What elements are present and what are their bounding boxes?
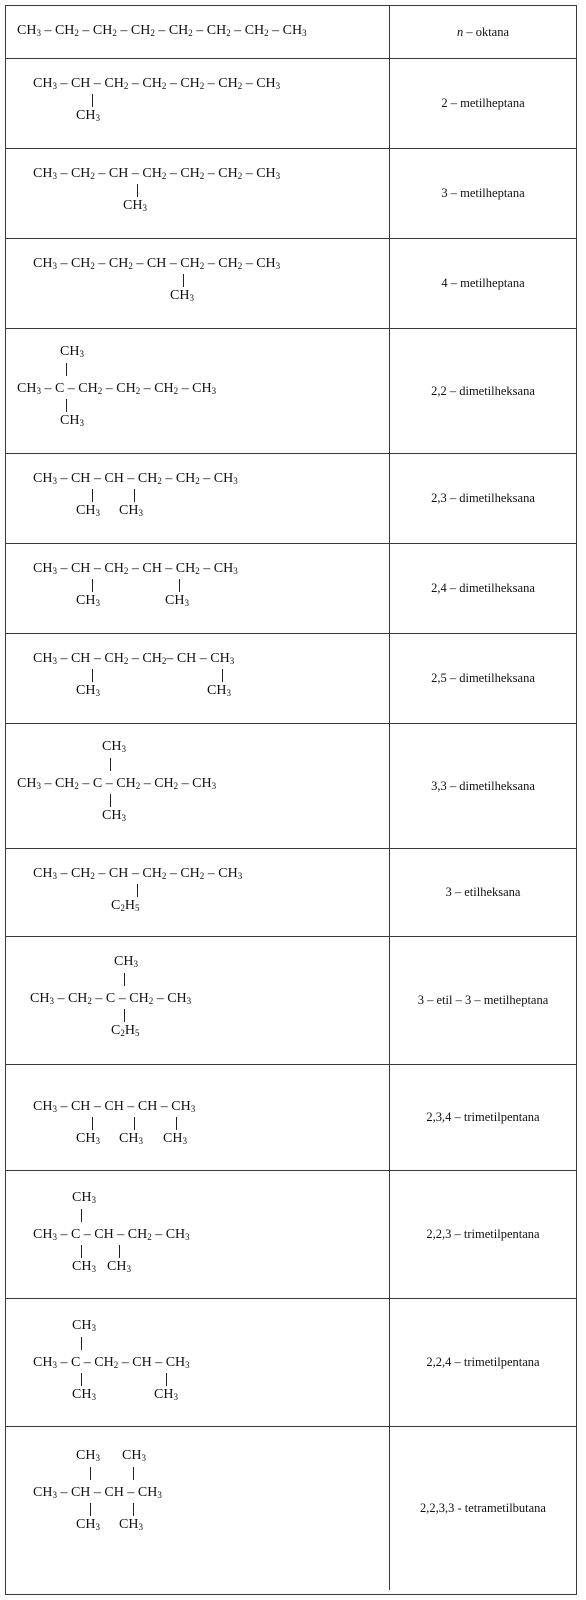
substituent-above: $CH_3$ bbox=[76, 1448, 100, 1463]
substituent-below: $CH_3$ bbox=[72, 1387, 96, 1402]
table-row bbox=[6, 724, 576, 849]
structural-formula bbox=[6, 634, 389, 723]
iupac-name: 2,4 – dimetilheksana bbox=[431, 581, 535, 595]
structural-formula bbox=[6, 724, 389, 848]
table-row bbox=[6, 937, 576, 1065]
structural-formula bbox=[6, 6, 389, 58]
main-chain: $CH_3 - CH_2$ – C – $CH_2 - CH_3$ bbox=[30, 991, 192, 1006]
bond-line bbox=[92, 1117, 93, 1130]
structural-formula bbox=[6, 937, 389, 1064]
substituent-below: $CH_3$ bbox=[107, 1259, 131, 1274]
substituent-below: $CH_3$ bbox=[119, 503, 143, 518]
table-row bbox=[6, 1065, 576, 1171]
bond-line bbox=[90, 1467, 91, 1480]
bond-line bbox=[92, 669, 93, 682]
bond-line bbox=[81, 1373, 82, 1386]
iupac-name: 2,3 – dimetilheksana bbox=[431, 491, 535, 505]
substituent-below: $CH_3$ bbox=[60, 413, 84, 428]
bond-line bbox=[66, 363, 67, 376]
iupac-name: 2,2 – dimetilheksana bbox=[431, 383, 535, 398]
substituent-above: $CH_3$ bbox=[122, 1448, 146, 1463]
iupac-name: 3 – etil – 3 – metilheptana bbox=[417, 993, 549, 1007]
structural-formula bbox=[6, 849, 389, 936]
table-row bbox=[6, 1299, 576, 1427]
main-chain: $CH_3$ – CH – $CH_2$ – CH – $CH_2 - CH_3$ bbox=[33, 561, 238, 576]
iupac-name: n – oktana bbox=[456, 24, 510, 39]
table-row bbox=[6, 454, 576, 544]
substituent-below: $CH_3$ bbox=[123, 198, 147, 213]
table-row bbox=[6, 849, 576, 937]
structural-formula bbox=[6, 149, 389, 238]
structural-formula bbox=[6, 329, 389, 453]
structural-formula bbox=[6, 1427, 389, 1590]
substituent-below: $CH_3$ bbox=[154, 1387, 178, 1402]
table-row bbox=[6, 59, 576, 149]
iupac-name: 2,2,3,3 - tetrametilbutana bbox=[419, 1501, 546, 1515]
main-chain: $CH_3 - CH_2$ – CH – $CH_2 - CH_2 - CH_3$ bbox=[33, 866, 243, 881]
substituent-below: $CH_3$ bbox=[76, 683, 100, 698]
main-chain: $CH_3$ – CH – CH – CH – $CH_3$ bbox=[33, 1099, 196, 1114]
main-chain: $CH_3$ – CH – CH – $CH_2 - CH_2 - CH_3$ bbox=[33, 471, 238, 486]
bond-line bbox=[134, 489, 135, 502]
substituent-below: $CH_3$ bbox=[170, 288, 194, 303]
table-row bbox=[6, 544, 576, 634]
main-chain: $CH_3$ – C – $CH_2$ – CH – $CH_3$ bbox=[33, 1355, 190, 1370]
bond-line bbox=[137, 184, 138, 197]
structural-formula bbox=[6, 1065, 389, 1170]
table-row bbox=[6, 1171, 576, 1299]
iupac-name: 3 – etilheksana bbox=[445, 885, 521, 899]
table-row bbox=[6, 329, 576, 454]
main-chain: $CH_3$ – CH – $CH_2 - CH_2 - CH_2 - CH_2 - CH_3$ bbox=[33, 76, 281, 91]
substituent-below: $CH_3$ bbox=[119, 1517, 143, 1532]
structural-formula bbox=[6, 239, 389, 328]
main-chain: $CH_3 - CH_2$ – C – $CH_2 - CH_2 - CH_3$ bbox=[17, 776, 217, 791]
iupac-name: 2,2,3 – trimetilpentana bbox=[426, 1227, 540, 1241]
substituent-below: $CH_3$ bbox=[102, 808, 126, 823]
table-row bbox=[6, 149, 576, 239]
iupac-name: 3,3 – dimetilheksana bbox=[431, 778, 535, 793]
substituent-below: $CH_3$ bbox=[72, 1259, 96, 1274]
substituent-below: $CH_3$ bbox=[76, 593, 100, 608]
substituent-below: $CH_3$ bbox=[207, 683, 231, 698]
main-chain: $CH_3 - CH_2 - CH_2$ – CH – $CH_2 - CH_2 - CH_3$ bbox=[33, 256, 281, 271]
bond-line bbox=[179, 579, 180, 592]
structural-formula bbox=[6, 1171, 389, 1298]
substituent-below: $CH_3$ bbox=[163, 1131, 187, 1146]
substituent-below: $C_2H_5$ bbox=[111, 1023, 140, 1038]
main-chain: $CH_3 - CH_2$ – CH – $CH_2 - CH_2 - CH_2 - CH_3$ bbox=[33, 166, 281, 181]
substituent-below: $CH_3$ bbox=[76, 503, 100, 518]
substituent-below: $CH_3$ bbox=[76, 108, 100, 123]
bond-line bbox=[222, 669, 223, 682]
bond-line bbox=[183, 274, 184, 287]
iupac-name: 2,5 – dimetilheksana bbox=[431, 671, 535, 685]
bond-line bbox=[124, 973, 125, 986]
structural-formula bbox=[6, 59, 389, 148]
bond-line bbox=[119, 1245, 120, 1258]
iupac-name: 2,2,4 – trimetilpentana bbox=[426, 1355, 540, 1369]
substituent-below: $CH_3$ bbox=[165, 593, 189, 608]
bond-line bbox=[81, 1337, 82, 1350]
iupac-name: 3 – metilheptana bbox=[441, 186, 525, 200]
table-row bbox=[6, 634, 576, 724]
substituent-below: $CH_3$ bbox=[76, 1131, 100, 1146]
iupac-name: 2 – metilheptana bbox=[441, 96, 525, 110]
main-chain: $CH_3$ – C – CH – $CH_2 - CH_3$ bbox=[33, 1227, 190, 1242]
substituent-above: $CH_3$ bbox=[72, 1190, 96, 1205]
bond-line bbox=[110, 794, 111, 807]
bond-line bbox=[110, 758, 111, 771]
bond-line bbox=[176, 1117, 177, 1130]
structural-formula bbox=[6, 1299, 389, 1426]
substituent-above: $CH_3$ bbox=[114, 954, 138, 969]
bond-line bbox=[92, 579, 93, 592]
substituent-above: $CH_3$ bbox=[102, 739, 126, 754]
bond-line bbox=[92, 94, 93, 107]
main-chain: $CH_3$ – CH – $CH_2 - CH_2-$ CH – $CH_3$ bbox=[33, 651, 235, 666]
main-chain: $CH_3 - CH_2 - CH_2 - CH_2 - CH_2 - CH_2 - CH_2 - CH_3$ bbox=[17, 23, 307, 38]
bond-line bbox=[133, 1467, 134, 1480]
bond-line bbox=[92, 489, 93, 502]
table-row bbox=[6, 6, 576, 59]
iupac-name: 4 – metilheptana bbox=[441, 276, 525, 290]
substituent-above: $CH_3$ bbox=[72, 1318, 96, 1333]
bond-line bbox=[133, 1503, 134, 1516]
structural-formula bbox=[6, 454, 389, 543]
bond-line bbox=[137, 884, 138, 897]
bond-line bbox=[124, 1009, 125, 1022]
table-row bbox=[6, 239, 576, 329]
substituent-below: $C_2H_5$ bbox=[111, 898, 140, 913]
alkane-isomer-table bbox=[5, 5, 577, 1595]
bond-line bbox=[66, 399, 67, 412]
bond-line bbox=[81, 1245, 82, 1258]
substituent-below: $CH_3$ bbox=[76, 1517, 100, 1532]
main-chain: $CH_3$ – CH – CH – $CH_3$ bbox=[33, 1485, 162, 1500]
bond-line bbox=[166, 1373, 167, 1386]
main-chain: $CH_3$ – C – $CH_2 - CH_2 - CH_2 - CH_3$ bbox=[17, 381, 217, 396]
substituent-below: $CH_3$ bbox=[119, 1131, 143, 1146]
iupac-name: 2,3,4 – trimetilpentana bbox=[426, 1110, 540, 1124]
table-row bbox=[6, 1427, 576, 1590]
bond-line bbox=[134, 1117, 135, 1130]
bond-line bbox=[81, 1209, 82, 1222]
structural-formula bbox=[6, 544, 389, 633]
substituent-above: $CH_3$ bbox=[60, 344, 84, 359]
bond-line bbox=[90, 1503, 91, 1516]
